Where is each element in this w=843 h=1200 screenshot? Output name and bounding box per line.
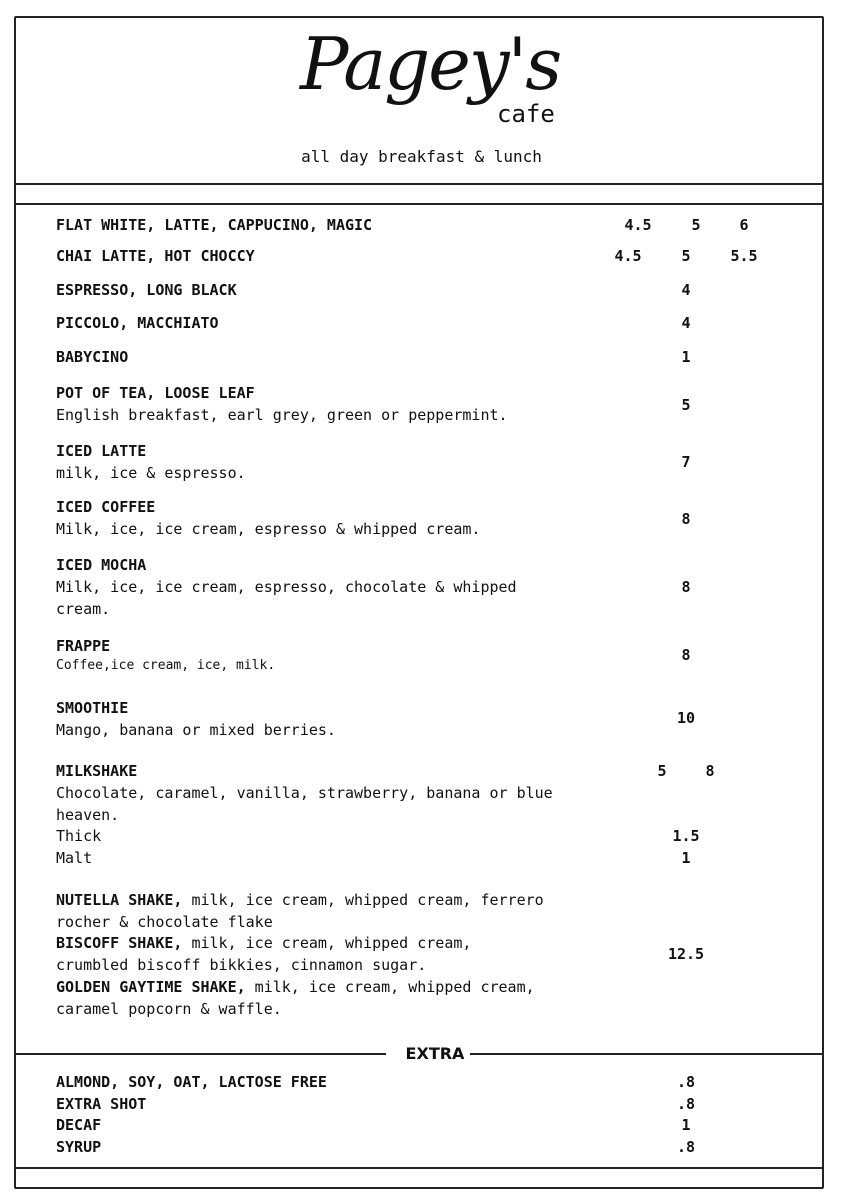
item-description: Milk, ice, ice cream, espresso, chocolate & whipped <box>56 578 517 596</box>
item-description: English breakfast, earl grey, green or peppermint. <box>56 406 508 424</box>
extra-rule-right <box>454 1053 824 1055</box>
price-small: 4.5 <box>624 216 652 234</box>
item-name: MILKSHAKE <box>56 762 138 780</box>
extra-heading: EXTRA <box>400 1044 470 1064</box>
item-price: 8 <box>681 510 691 528</box>
item-price: 7 <box>681 453 691 471</box>
item-price: 8 <box>681 578 691 596</box>
shake-description: caramel popcorn & waffle. <box>56 1000 282 1018</box>
extra-rule-left <box>14 1053 386 1055</box>
shake-line <box>56 933 471 953</box>
item-price: 8 <box>681 646 691 664</box>
shake-description: milk, ice cream, whipped cream, <box>182 934 472 952</box>
item-name: SMOOTHIE <box>56 699 129 717</box>
extra-name: ALMOND, SOY, OAT, LACTOSE FREE <box>56 1073 327 1091</box>
logo-cafe-label: cafe <box>497 100 555 128</box>
item-price: 10 <box>676 709 696 727</box>
cafe-logo <box>300 22 580 142</box>
shake-name: GOLDEN GAYTIME SHAKE, <box>56 978 246 996</box>
item-name: POT OF TEA, LOOSE LEAF <box>56 384 255 402</box>
item-name: ICED COFFEE <box>56 498 156 516</box>
item-description: milk, ice & espresso. <box>56 464 246 482</box>
extra-name: DECAF <box>56 1116 102 1134</box>
item-description: cream. <box>56 600 111 618</box>
item-description: heaven. <box>56 806 120 824</box>
price-medium: 5 <box>691 216 701 234</box>
item-price: 4 <box>681 314 691 332</box>
item-name: PICCOLO, MACCHIATO <box>56 314 219 332</box>
addon-name: Malt <box>56 849 93 867</box>
shake-line <box>56 977 535 997</box>
logo-script-name: Pagey's <box>300 22 561 106</box>
item-name: ICED MOCHA <box>56 556 147 574</box>
item-name: FRAPPE <box>56 637 111 655</box>
item-price: 1 <box>681 348 691 366</box>
tagline: all day breakfast & lunch <box>301 147 542 166</box>
item-description: Mango, banana or mixed berries. <box>56 721 336 739</box>
shake-description: milk, ice cream, whipped cream, <box>245 978 535 996</box>
header-divider-bottom <box>14 203 824 205</box>
item-description: Milk, ice, ice cream, espresso & whipped cream. <box>56 520 481 538</box>
price-large: 6 <box>739 216 749 234</box>
item-name: FLAT WHITE, LATTE, CAPPUCINO, MAGIC <box>56 216 373 234</box>
item-price: 4 <box>681 281 691 299</box>
shake-description: milk, ice cream, whipped cream, ferrero <box>182 891 544 909</box>
price-large: 5.5 <box>730 247 758 265</box>
header-divider-top <box>14 183 824 185</box>
addon-price: 1 <box>681 849 691 867</box>
item-name: CHAI LATTE, HOT CHOCCY <box>56 247 255 265</box>
price-small: 4.5 <box>614 247 642 265</box>
footer-divider <box>14 1167 824 1169</box>
shake-description: crumbled biscoff bikkies, cinnamon sugar. <box>56 956 427 974</box>
extra-name: SYRUP <box>56 1138 102 1156</box>
price-large: 8 <box>705 762 715 780</box>
extra-name: EXTRA SHOT <box>56 1095 147 1113</box>
extra-divider <box>14 1044 824 1064</box>
shake-description: rocher & chocolate flake <box>56 913 273 931</box>
extra-price: 1 <box>681 1116 691 1134</box>
extra-price: .8 <box>676 1095 696 1113</box>
addon-price: 1.5 <box>672 827 700 845</box>
shake-line <box>56 890 544 910</box>
item-description: Chocolate, caramel, vanilla, strawberry, banana or blue <box>56 784 553 802</box>
item-name: ICED LATTE <box>56 442 147 460</box>
item-price: 5 <box>681 396 691 414</box>
extra-price: .8 <box>676 1073 696 1091</box>
shake-price: 12.5 <box>667 945 705 963</box>
price-medium: 5 <box>681 247 691 265</box>
extra-price: .8 <box>676 1138 696 1156</box>
item-name: ESPRESSO, LONG BLACK <box>56 281 237 299</box>
addon-name: Thick <box>56 827 102 845</box>
price-regular: 5 <box>657 762 667 780</box>
item-name: BABYCINO <box>56 348 129 366</box>
item-description: Coffee,ice cream, ice, milk. <box>56 658 276 673</box>
shake-name: NUTELLA SHAKE, <box>56 891 183 909</box>
shake-name: BISCOFF SHAKE, <box>56 934 183 952</box>
